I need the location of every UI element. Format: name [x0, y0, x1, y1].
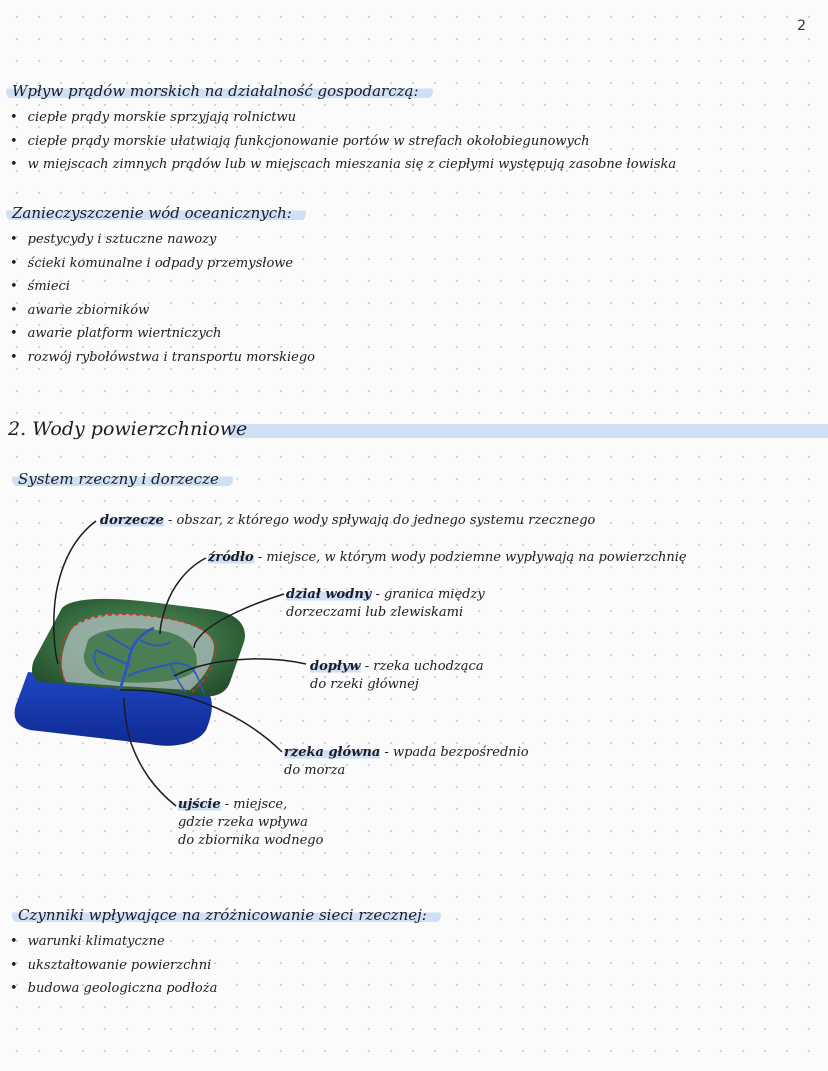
list-item: • pestycydy i sztuczne nawozy	[10, 228, 315, 252]
list-item: • awarie zbiorników	[10, 299, 315, 323]
list-item: • ukształtowanie powierzchni	[10, 954, 217, 978]
label-rzeka-glowna	[284, 744, 529, 780]
list-item: • rozwój rybołówstwa i transportu morskiego	[10, 346, 315, 370]
desc-zrodlo: - miejsce, w którym wody podziemne wypływają na powierzchnię	[253, 550, 687, 565]
section-title: 2. Wody powierzchniowe	[8, 418, 248, 440]
label-zrodlo	[208, 549, 687, 567]
list-item: • śmieci	[10, 275, 315, 299]
term-dorzecze: dorzecze	[100, 513, 164, 528]
list-item: • budowa geologiczna podłoża	[10, 977, 217, 1001]
desc-ujscie-line3: do zbiornika wodnego	[178, 833, 324, 848]
factors-heading: Czynniki wpływające na zróżnicowanie sieci rzecznej:	[12, 906, 441, 924]
desc-rzeka-glowna: - wpada bezpośrednio	[380, 745, 529, 760]
river-system-heading: System rzeczny i dorzecze	[12, 470, 233, 488]
label-dzial	[286, 586, 485, 622]
term-rzeka-glowna: rzeka główna	[284, 745, 381, 760]
label-doplyw	[310, 658, 484, 694]
desc-doplyw: - rzeka uchodząca	[360, 659, 484, 674]
label-dorzecze	[100, 512, 595, 530]
desc-rzeka-glowna-line2: do morza	[284, 763, 346, 778]
desc-doplyw-line2: do rzeki głównej	[310, 677, 419, 692]
factors-list	[10, 930, 217, 1001]
desc-dzial-line2: dorzeczami lub zlewiskami	[286, 605, 464, 620]
term-dzial: dział wodny	[286, 587, 372, 602]
term-zrodlo: źródło	[208, 550, 254, 565]
desc-ujscie: - miejsce,	[220, 797, 288, 812]
list-item: • ciepłe prądy morskie sprzyjają rolnictwu	[10, 106, 676, 130]
list-item: • awarie platform wiertniczych	[10, 322, 315, 346]
pollution-heading: Zanieczyszczenie wód oceanicznych:	[6, 204, 306, 222]
list-item: • ścieki komunalne i odpady przemysłowe	[10, 252, 315, 276]
term-ujscie: ujście	[178, 797, 221, 812]
desc-dorzecze: - obszar, z którego wody spływają do jednego systemu rzecznego	[163, 513, 596, 528]
page-number: 2	[797, 18, 806, 34]
term-doplyw: dopływ	[310, 659, 361, 674]
list-item: • ciepłe prądy morskie ułatwiają funkcjonowanie portów w strefach okołobiegunowych	[10, 130, 676, 154]
list-item: • w miejscach zimnych prądów lub w miejscach mieszania się z ciepłymi występują zasobne łowiska	[10, 153, 676, 177]
desc-dzial: - granica między	[371, 587, 485, 602]
list-item: • warunki klimatyczne	[10, 930, 217, 954]
label-ujscie	[178, 796, 323, 850]
desc-ujscie-line2: gdzie rzeka wpływa	[178, 815, 308, 830]
ocean-currents-heading: Wpływ prądów morskich na działalność gospodarczą:	[6, 82, 433, 100]
